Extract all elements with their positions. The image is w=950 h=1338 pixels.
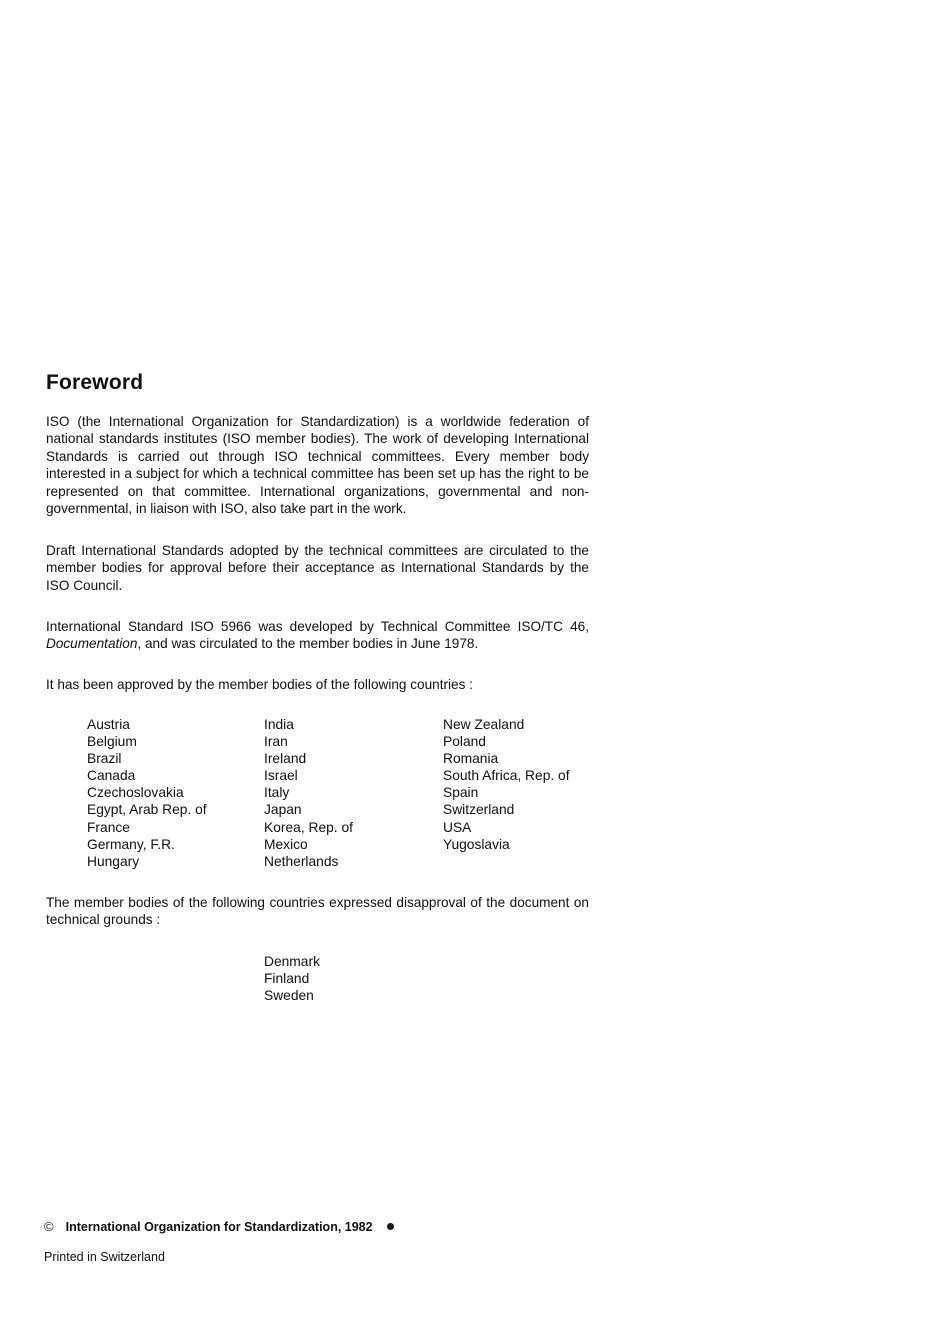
copyright-symbol: ©: [44, 1219, 54, 1234]
list-item: Poland: [443, 734, 486, 750]
disapproval-intro-paragraph: The member bodies of the following countries expressed disapproval of the document on technical grounds :: [46, 895, 589, 928]
list-item: USA: [443, 819, 472, 835]
list-item: Israel: [264, 768, 298, 784]
list-item: Belgium: [87, 734, 137, 750]
printed-in-note: Printed in Switzerland: [44, 1250, 165, 1264]
list-item: Austria: [87, 717, 130, 732]
foreword-paragraph-iso-5966: [46, 618, 589, 653]
committee-name: Documentation: [46, 636, 138, 652]
list-item: Germany, F.R.: [87, 836, 175, 852]
approved-countries-column-3: [443, 716, 570, 853]
list-item: Japan: [264, 802, 302, 818]
list-item: Iran: [264, 734, 288, 750]
list-item: Yugoslavia: [443, 836, 510, 852]
approval-intro-paragraph: It has been approved by the member bodies of the following countries :: [46, 677, 473, 692]
list-item: India: [264, 717, 294, 732]
foreword-paragraph-draft-standards: Draft International Standards adopted by the technical committees are circulated to the member bodies for approval before their acceptance as International Standards by the ISO Council.: [46, 543, 589, 593]
copyright-notice: [44, 1219, 394, 1234]
paragraph-text: International Standard ISO 5966 was developed by Technical Committee ISO/TC 46,: [46, 619, 589, 634]
list-item: France: [87, 819, 130, 835]
list-item: Spain: [443, 785, 479, 801]
list-item: Romania: [443, 751, 499, 767]
foreword-paragraph-iso-intro: ISO (the International Organization for Standardization) is a worldwide federation of national standards institutes (ISO member bodies). The work of developing International Standards is carried out through ISO technical committees. Every member body interested in a subject for which a technical committee has been set up has the right to be represented on that committee. International organizations, governmental and non-governmental, in liaison with ISO, also take part in the work.: [46, 414, 589, 517]
paragraph-text: , and was circulated to the member bodies in June 1978.: [137, 636, 479, 652]
disapproved-countries-list: [264, 953, 320, 1004]
list-item: Canada: [87, 768, 136, 784]
approved-countries-column-1: [87, 716, 207, 870]
list-item: Mexico: [264, 836, 308, 852]
list-item: Finland: [264, 971, 310, 987]
list-item: Ireland: [264, 751, 307, 767]
list-item: Italy: [264, 785, 290, 801]
list-item: New Zealand: [443, 717, 525, 732]
list-item: Denmark: [264, 954, 320, 969]
list-item: South Africa, Rep. of: [443, 768, 570, 784]
list-item: Netherlands: [264, 853, 339, 869]
page-title: Foreword: [46, 371, 144, 394]
list-item: Switzerland: [443, 802, 515, 818]
list-item: Korea, Rep. of: [264, 819, 353, 835]
list-item: Czechoslovakia: [87, 785, 184, 801]
approved-countries-column-2: [264, 716, 353, 870]
list-item: Brazil: [87, 751, 122, 767]
list-item: Hungary: [87, 853, 140, 869]
list-item: Sweden: [264, 988, 314, 1004]
list-item: Egypt, Arab Rep. of: [87, 802, 207, 818]
bullet-dot-icon: [387, 1223, 394, 1230]
copyright-text: International Organization for Standardization, 1982: [65, 1220, 373, 1234]
